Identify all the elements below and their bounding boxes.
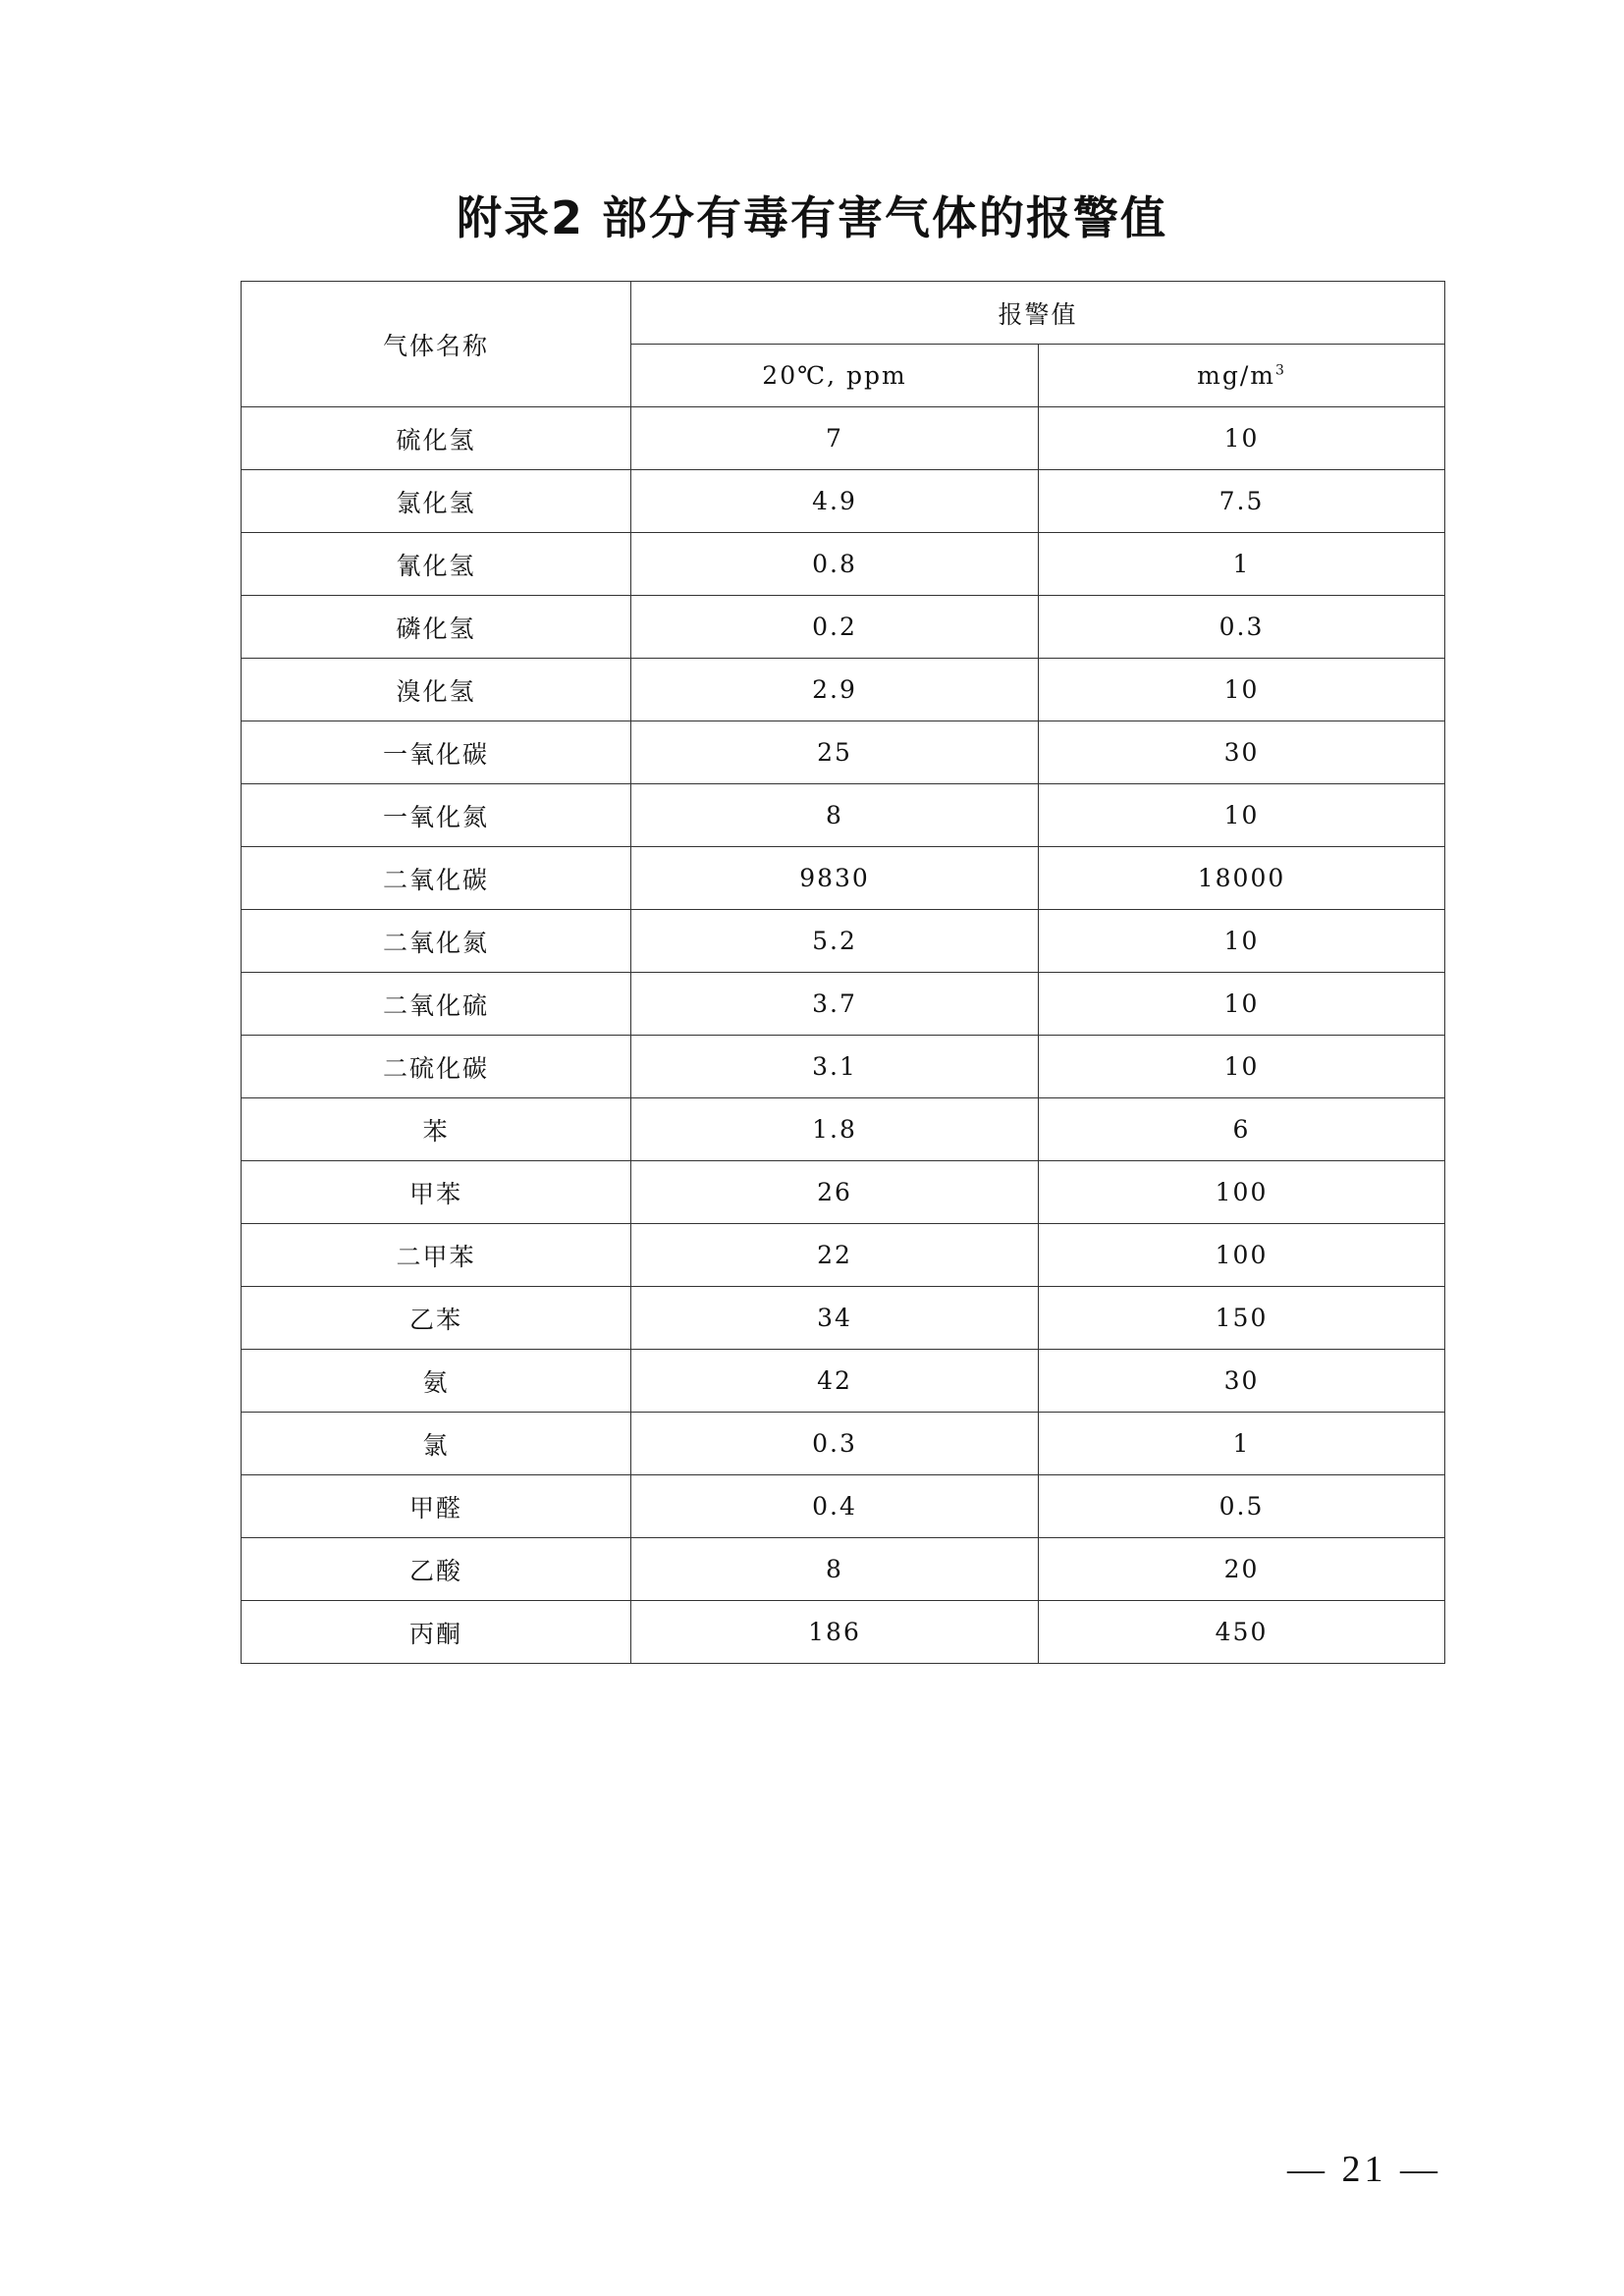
- table-row: [242, 1098, 1445, 1161]
- gas-name-cell: 二硫化碳: [242, 1036, 631, 1098]
- table-row: [242, 784, 1445, 847]
- ppm-value-cell: 8: [631, 1538, 1039, 1601]
- ppm-value-cell: 5.2: [631, 910, 1039, 973]
- table-row: [242, 659, 1445, 721]
- table-row: [242, 533, 1445, 596]
- gas-name-cell: 甲苯: [242, 1161, 631, 1224]
- header-ppm: 20℃, ppm: [631, 345, 1039, 407]
- gas-name-cell: 丙酮: [242, 1601, 631, 1664]
- table-row: [242, 1224, 1445, 1287]
- gas-name-cell: 氯: [242, 1413, 631, 1475]
- table-body: [242, 407, 1445, 1664]
- gas-name-cell: 二氧化氮: [242, 910, 631, 973]
- mg-value-cell: 7.5: [1039, 470, 1445, 533]
- ppm-value-cell: 22: [631, 1224, 1039, 1287]
- ppm-value-cell: 7: [631, 407, 1039, 470]
- ppm-value-cell: 25: [631, 721, 1039, 784]
- ppm-value-cell: 0.8: [631, 533, 1039, 596]
- ppm-value-cell: 4.9: [631, 470, 1039, 533]
- ppm-value-cell: 42: [631, 1350, 1039, 1413]
- gas-name-cell: 二氧化硫: [242, 973, 631, 1036]
- gas-name-cell: 乙苯: [242, 1287, 631, 1350]
- ppm-value-cell: 0.3: [631, 1413, 1039, 1475]
- gas-name-cell: 二氧化碳: [242, 847, 631, 910]
- mg-value-cell: 10: [1039, 407, 1445, 470]
- mg-value-cell: 10: [1039, 659, 1445, 721]
- mg-value-cell: 150: [1039, 1287, 1445, 1350]
- gas-name-cell: 氯化氢: [242, 470, 631, 533]
- mg-value-cell: 20: [1039, 1538, 1445, 1601]
- mg-value-cell: 30: [1039, 721, 1445, 784]
- page-title: 附录2 部分有毒有害气体的报警值: [456, 191, 1168, 244]
- gas-name-cell: 乙酸: [242, 1538, 631, 1601]
- mg-value-cell: 450: [1039, 1601, 1445, 1664]
- mg-value-cell: 10: [1039, 910, 1445, 973]
- ppm-value-cell: 0.2: [631, 596, 1039, 659]
- header-mg-unit: mg/m: [1197, 361, 1275, 390]
- mg-value-cell: 18000: [1039, 847, 1445, 910]
- header-alarm-value: 报警值: [631, 282, 1445, 345]
- mg-value-cell: 6: [1039, 1098, 1445, 1161]
- mg-value-cell: 1: [1039, 533, 1445, 596]
- table-row: [242, 847, 1445, 910]
- header-gas-name: 气体名称: [242, 282, 631, 407]
- header-mg-exponent: 3: [1274, 362, 1286, 379]
- ppm-value-cell: 1.8: [631, 1098, 1039, 1161]
- gas-name-cell: 苯: [242, 1098, 631, 1161]
- table-row: [242, 1036, 1445, 1098]
- gas-name-cell: 甲醛: [242, 1475, 631, 1538]
- table-row: [242, 1413, 1445, 1475]
- gas-name-cell: 一氧化氮: [242, 784, 631, 847]
- mg-value-cell: 30: [1039, 1350, 1445, 1413]
- table-row: [242, 1287, 1445, 1350]
- gas-name-cell: 溴化氢: [242, 659, 631, 721]
- mg-value-cell: 0.3: [1039, 596, 1445, 659]
- gas-name-cell: 氨: [242, 1350, 631, 1413]
- gas-name-cell: 硫化氢: [242, 407, 631, 470]
- table-row: [242, 1601, 1445, 1664]
- gas-name-cell: 磷化氢: [242, 596, 631, 659]
- mg-value-cell: 10: [1039, 973, 1445, 1036]
- table-row: [242, 1161, 1445, 1224]
- table-row: [242, 1538, 1445, 1601]
- table-row: [242, 910, 1445, 973]
- ppm-value-cell: 8: [631, 784, 1039, 847]
- ppm-value-cell: 26: [631, 1161, 1039, 1224]
- ppm-value-cell: 0.4: [631, 1475, 1039, 1538]
- mg-value-cell: 10: [1039, 1036, 1445, 1098]
- mg-value-cell: 1: [1039, 1413, 1445, 1475]
- ppm-value-cell: 9830: [631, 847, 1039, 910]
- gas-name-cell: 一氧化碳: [242, 721, 631, 784]
- ppm-value-cell: 3.7: [631, 973, 1039, 1036]
- page-number: — 21 —: [1287, 2149, 1441, 2190]
- ppm-value-cell: 186: [631, 1601, 1039, 1664]
- table-header-row: [242, 282, 1445, 345]
- table-row: [242, 407, 1445, 470]
- mg-value-cell: 0.5: [1039, 1475, 1445, 1538]
- mg-value-cell: 10: [1039, 784, 1445, 847]
- header-mg: [1039, 345, 1445, 407]
- ppm-value-cell: 3.1: [631, 1036, 1039, 1098]
- ppm-value-cell: 34: [631, 1287, 1039, 1350]
- ppm-value-cell: 2.9: [631, 659, 1039, 721]
- table-row: [242, 973, 1445, 1036]
- alarm-values-table: [241, 281, 1445, 1664]
- gas-name-cell: 氰化氢: [242, 533, 631, 596]
- table-row: [242, 721, 1445, 784]
- mg-value-cell: 100: [1039, 1224, 1445, 1287]
- table-row: [242, 1475, 1445, 1538]
- table-row: [242, 596, 1445, 659]
- table-row: [242, 470, 1445, 533]
- gas-name-cell: 二甲苯: [242, 1224, 631, 1287]
- table-row: [242, 1350, 1445, 1413]
- mg-value-cell: 100: [1039, 1161, 1445, 1224]
